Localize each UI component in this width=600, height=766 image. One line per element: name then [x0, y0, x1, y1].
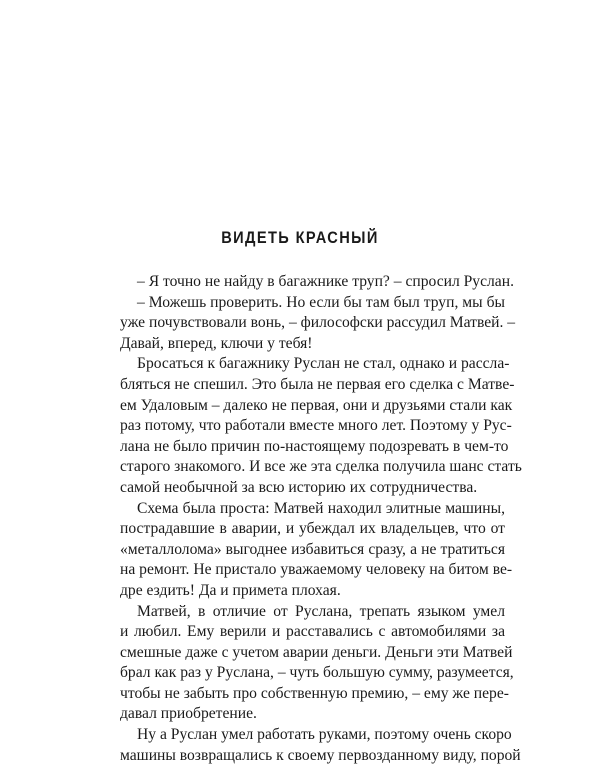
text-line: чтобы не забыть про собственную премию, – ему же пере- [120, 684, 509, 702]
chapter-title: ВИДЕТЬ КРАСНЫЙ [221, 228, 379, 247]
body-text [120, 272, 522, 766]
text-line: Схема была проста: Матвей находил элитные машины, [137, 499, 505, 517]
text-line: самой необычной за всю историю их сотрудничества. [120, 478, 478, 496]
text-line: давал приобретение. [120, 705, 257, 723]
text-line: «металлолома» выгоднее избавиться сразу, а не тратиться [120, 540, 505, 558]
text-line: Ну а Руслан умел работать руками, поэтому очень скоро [137, 726, 512, 744]
text-line: Давай, вперед, ключи у тебя! [120, 334, 313, 352]
text-line: – Можешь проверить. Но если бы там был труп, мы бы [137, 293, 505, 311]
text-line: бляться не спешил. Это была не первая его сделка с Матве- [120, 375, 515, 393]
text-line: пострадавшие в аварии, и убеждал их владельцев, что от [120, 520, 505, 538]
text-line: – Я точно не найду в багажнике труп? – спросил Руслан. [137, 273, 514, 290]
text-line: раз потому, что работали вместе много лет. Поэтому у Рус- [120, 417, 512, 435]
text-line: ем Удаловым – далеко не первая, они и друзьями стали как [120, 396, 513, 414]
text-line: уже почувствовали вонь, – философски рассудил Матвей. – [120, 314, 516, 332]
text-line: смешные даже с учетом аварии деньги. Деньги эти Матвей [120, 643, 513, 661]
text-line: старого знакомого. И все же эта сделка получила шанс стать [120, 458, 522, 476]
text-line: брал как раз у Руслана, – чуть большую сумму, разумеется, [120, 664, 514, 682]
text-line: Бросаться к багажнику Руслан не стал, однако и рассла- [137, 355, 510, 373]
text-line: и любил. Ему верили и расставались с автомобилями за [120, 623, 505, 641]
text-line: лана не было причин по-настоящему подозревать в чем-то [120, 437, 509, 455]
text-line: машины возвращались к своему первозданному виду, порой [120, 746, 521, 764]
text-line: дре ездить! Да и примета плохая. [120, 581, 341, 599]
text-line: на ремонт. Не пристало уважаемому человеку на битом ве- [120, 561, 513, 579]
text-line: Матвей, в отличие от Руслана, трепать языком умел [137, 602, 505, 620]
